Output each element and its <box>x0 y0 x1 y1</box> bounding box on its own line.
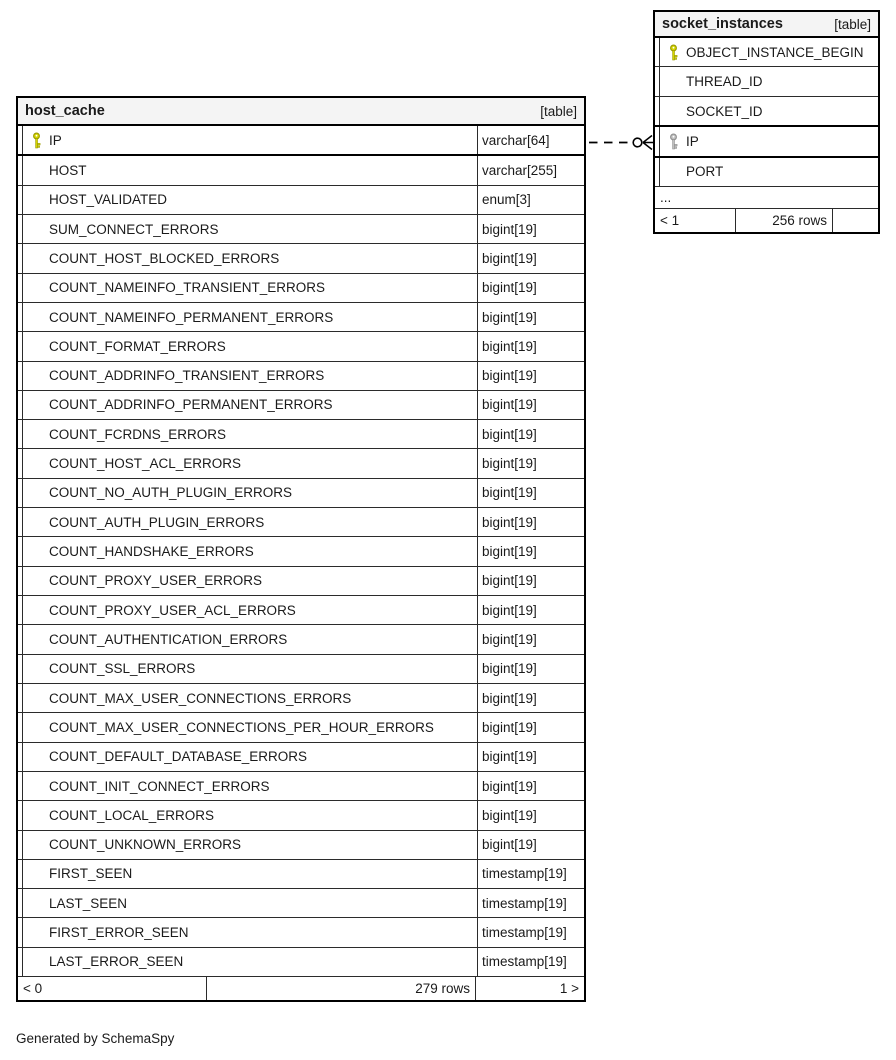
column-type: varchar[64] <box>477 126 584 154</box>
column-row-count_format_errors <box>18 332 584 361</box>
column-name: COUNT_NO_AUTH_PLUGIN_ERRORS <box>49 485 293 501</box>
column-type: bigint[19] <box>477 743 584 771</box>
column-row-first_error_seen <box>18 918 584 947</box>
more-columns-ellipsis: ... <box>655 187 878 209</box>
column-row-first_seen <box>18 860 584 889</box>
primary-key-icon <box>31 132 42 149</box>
column-type: bigint[19] <box>477 420 584 448</box>
column-row-count_max_user_connections_per_hour_errors <box>18 713 584 742</box>
column-row-count_max_user_connections_errors <box>18 684 584 713</box>
column-row-count_unknown_errors <box>18 831 584 860</box>
column-type: bigint[19] <box>477 567 584 595</box>
column-row-count_handshake_errors <box>18 537 584 566</box>
column-row-sum_connect_errors <box>18 215 584 244</box>
column-name: SOCKET_ID <box>686 103 763 119</box>
column-name: COUNT_SSL_ERRORS <box>49 661 196 677</box>
column-type: bigint[19] <box>477 801 584 829</box>
key-icon-cell <box>23 684 49 712</box>
column-name: COUNT_AUTH_PLUGIN_ERRORS <box>49 514 265 530</box>
column-name: IP <box>49 132 62 148</box>
key-icon-cell <box>23 860 49 888</box>
column-name: COUNT_NAMEINFO_PERMANENT_ERRORS <box>49 309 334 325</box>
primary-key-icon <box>668 44 679 61</box>
footer-parents-count: 1 > <box>559 981 579 996</box>
key-icon-cell <box>660 38 686 66</box>
key-icon-cell <box>23 362 49 390</box>
column-type: bigint[19] <box>477 332 584 360</box>
column-name: COUNT_PROXY_USER_ACL_ERRORS <box>49 602 296 618</box>
column-type: bigint[19] <box>477 625 584 653</box>
column-name: COUNT_DEFAULT_DATABASE_ERRORS <box>49 749 308 765</box>
key-icon-cell <box>23 274 49 302</box>
column-name: SUM_CONNECT_ERRORS <box>49 221 219 237</box>
key-icon-cell <box>23 567 49 595</box>
column-name: LAST_SEEN <box>49 895 128 911</box>
key-icon-cell <box>23 186 49 214</box>
column-name: THREAD_ID <box>686 74 763 90</box>
key-icon-cell <box>23 537 49 565</box>
column-row-object_instance_begin <box>655 38 878 67</box>
column-type: timestamp[19] <box>477 860 584 888</box>
column-row-count_default_database_errors <box>18 743 584 772</box>
column-name: PORT <box>686 164 724 180</box>
column-type: bigint[19] <box>477 596 584 624</box>
column-row-socket_id <box>655 97 878 127</box>
column-row-port <box>655 158 878 187</box>
column-type: bigint[19] <box>477 303 584 331</box>
column-name: COUNT_FORMAT_ERRORS <box>49 338 226 354</box>
column-type: bigint[19] <box>477 479 584 507</box>
column-row-thread_id <box>655 67 878 96</box>
column-name: COUNT_PROXY_USER_ERRORS <box>49 573 263 589</box>
column-row-count_nameinfo_permanent_errors <box>18 303 584 332</box>
column-row-ip <box>18 126 584 156</box>
key-icon-cell <box>23 126 49 154</box>
column-row-count_addrinfo_permanent_errors <box>18 391 584 420</box>
key-icon-cell <box>23 244 49 272</box>
column-type: bigint[19] <box>477 449 584 477</box>
column-type: timestamp[19] <box>477 889 584 917</box>
column-name: COUNT_UNKNOWN_ERRORS <box>49 837 242 853</box>
column-name: COUNT_INIT_CONNECT_ERRORS <box>49 778 270 794</box>
footer-row-count: 279 rows <box>207 977 476 1000</box>
column-row-host <box>18 156 584 185</box>
key-icon-cell <box>23 831 49 859</box>
column-name: COUNT_AUTHENTICATION_ERRORS <box>49 631 288 647</box>
column-name: HOST_VALIDATED <box>49 192 168 208</box>
column-type: bigint[19] <box>477 274 584 302</box>
column-name: COUNT_LOCAL_ERRORS <box>49 807 215 823</box>
table-name[interactable]: host_cache <box>25 103 105 119</box>
key-icon-cell <box>23 948 49 976</box>
column-type: timestamp[19] <box>477 948 584 976</box>
socket-instances-header[interactable] <box>655 12 878 38</box>
relationship-connector <box>586 133 653 153</box>
footer-row-count: 256 rows <box>736 209 833 232</box>
key-icon-cell <box>23 420 49 448</box>
host-cache-footer <box>18 977 584 1000</box>
column-name: LAST_ERROR_SEEN <box>49 954 184 970</box>
column-name: COUNT_ADDRINFO_PERMANENT_ERRORS <box>49 397 333 413</box>
key-icon-cell <box>660 97 686 125</box>
column-name: COUNT_MAX_USER_CONNECTIONS_ERRORS <box>49 690 352 706</box>
table-tag: [table] <box>540 103 577 119</box>
column-type: bigint[19] <box>477 537 584 565</box>
column-row-count_ssl_errors <box>18 655 584 684</box>
footer-children-count: < 1 <box>655 209 736 232</box>
column-row-last_seen <box>18 889 584 918</box>
key-icon-cell <box>23 479 49 507</box>
socket-instances-footer <box>655 209 878 232</box>
column-row-count_authentication_errors <box>18 625 584 654</box>
key-icon-cell <box>23 156 49 184</box>
socket-instances-table <box>653 10 880 234</box>
key-icon-cell <box>660 127 686 155</box>
column-name: COUNT_FCRDNS_ERRORS <box>49 426 227 442</box>
key-icon-cell <box>660 158 686 186</box>
host-cache-table <box>16 96 586 1002</box>
host-cache-columns <box>18 126 584 977</box>
key-icon-cell <box>23 743 49 771</box>
column-type: bigint[19] <box>477 713 584 741</box>
column-name: COUNT_NAMEINFO_TRANSIENT_ERRORS <box>49 280 326 296</box>
column-name: IP <box>686 133 699 149</box>
socket-instances-columns <box>655 38 878 187</box>
column-row-count_no_auth_plugin_errors <box>18 479 584 508</box>
column-row-count_nameinfo_transient_errors <box>18 274 584 303</box>
column-type: bigint[19] <box>477 684 584 712</box>
column-type: varchar[255] <box>477 156 584 184</box>
column-type: bigint[19] <box>477 831 584 859</box>
column-row-last_error_seen <box>18 948 584 977</box>
key-icon-cell <box>23 596 49 624</box>
column-row-count_init_connect_errors <box>18 772 584 801</box>
column-row-count_addrinfo_transient_errors <box>18 362 584 391</box>
host-cache-header[interactable] <box>18 98 584 126</box>
key-icon-cell <box>23 303 49 331</box>
footer-children-count: < 0 <box>18 977 207 1000</box>
zero-cardinality-circle <box>633 138 642 147</box>
column-name: COUNT_HANDSHAKE_ERRORS <box>49 544 254 560</box>
column-row-ip <box>655 127 878 157</box>
column-type: timestamp[19] <box>477 918 584 946</box>
key-icon-cell <box>23 918 49 946</box>
key-icon-cell <box>23 391 49 419</box>
column-type: bigint[19] <box>477 655 584 683</box>
key-icon-cell <box>660 67 686 95</box>
column-row-count_fcrdns_errors <box>18 420 584 449</box>
column-type: bigint[19] <box>477 244 584 272</box>
table-tag: [table] <box>834 16 871 32</box>
key-icon-cell <box>23 508 49 536</box>
key-icon-cell <box>23 449 49 477</box>
key-icon-cell <box>23 215 49 243</box>
column-type: enum[3] <box>477 186 584 214</box>
table-name[interactable]: socket_instances <box>662 16 783 32</box>
column-row-count_host_blocked_errors <box>18 244 584 273</box>
column-type: bigint[19] <box>477 508 584 536</box>
column-row-count_proxy_user_errors <box>18 567 584 596</box>
column-row-count_proxy_user_acl_errors <box>18 596 584 625</box>
key-icon-cell <box>23 713 49 741</box>
column-name: OBJECT_INSTANCE_BEGIN <box>686 44 864 60</box>
column-type: bigint[19] <box>477 772 584 800</box>
column-type: bigint[19] <box>477 391 584 419</box>
column-row-host_validated <box>18 186 584 215</box>
column-name: COUNT_HOST_ACL_ERRORS <box>49 456 242 472</box>
crow-foot-many <box>643 136 653 150</box>
key-icon-cell <box>23 889 49 917</box>
column-name: HOST <box>49 162 87 178</box>
key-icon-cell <box>23 625 49 653</box>
column-name: COUNT_MAX_USER_CONNECTIONS_PER_HOUR_ERRORS <box>49 719 434 735</box>
key-icon-cell <box>23 801 49 829</box>
column-row-count_local_errors <box>18 801 584 830</box>
column-name: COUNT_ADDRINFO_TRANSIENT_ERRORS <box>49 368 325 384</box>
key-icon-cell <box>23 332 49 360</box>
key-icon-cell <box>23 772 49 800</box>
key-icon-cell <box>23 655 49 683</box>
generated-by-caption: Generated by SchemaSpy <box>16 1031 175 1046</box>
column-row-count_auth_plugin_errors <box>18 508 584 537</box>
foreign-key-icon <box>668 133 679 150</box>
column-type: bigint[19] <box>477 215 584 243</box>
footer-parents-count <box>833 209 878 232</box>
column-name: FIRST_SEEN <box>49 866 133 882</box>
column-name: FIRST_ERROR_SEEN <box>49 925 189 941</box>
column-name: COUNT_HOST_BLOCKED_ERRORS <box>49 250 280 266</box>
column-row-count_host_acl_errors <box>18 449 584 478</box>
column-type: bigint[19] <box>477 362 584 390</box>
